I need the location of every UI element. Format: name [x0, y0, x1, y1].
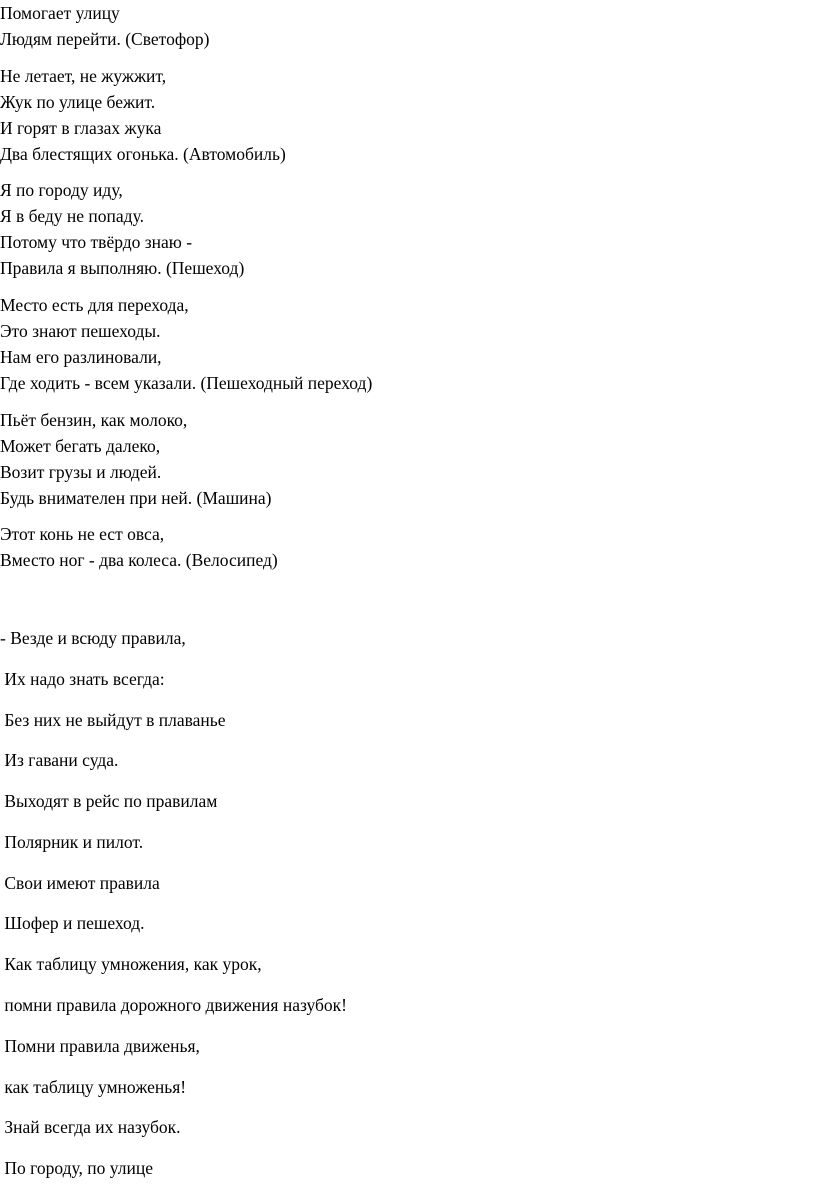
riddle-line: Вместо ног - два колеса. (Велосипед)	[0, 550, 278, 570]
riddle-line: Я по городу иду,	[0, 180, 123, 200]
riddle-line: Место есть для перехода,	[0, 295, 189, 315]
poem-line: Как таблицу умножения, как урок,	[0, 954, 262, 974]
poem-line: Из гавани суда.	[0, 750, 119, 770]
riddle-stanza	[0, 0, 210, 52]
poem-line: Свои имеют правила	[0, 873, 160, 893]
riddle-line: Где ходить - всем указали. (Пешеходный переход)	[0, 373, 373, 393]
poem-line: Шофер и пешеход.	[0, 913, 145, 933]
riddle-stanza	[0, 63, 286, 167]
riddle-line: Я в беду не попаду.	[0, 206, 144, 226]
riddle-stanza	[0, 407, 272, 511]
poem-line: Без них не выйдут в плаванье	[0, 710, 226, 730]
riddle-line: Потому что твёрдо знаю -	[0, 232, 193, 252]
riddle-line: Возит грузы и людей.	[0, 462, 162, 482]
riddle-line: И горят в глазах жука	[0, 118, 162, 138]
riddle-line: Нам его разлиновали,	[0, 347, 162, 367]
poem-line: как таблицу умноженья!	[0, 1077, 187, 1097]
riddle-line: Помогает улицу	[0, 3, 120, 23]
riddle-line: Жук по улице бежит.	[0, 92, 156, 112]
riddle-line: Два блестящих огонька. (Автомобиль)	[0, 144, 286, 164]
poem-line: Помни правила движенья,	[0, 1036, 200, 1056]
poem-line: Их надо знать всегда:	[0, 669, 165, 689]
riddle-stanza	[0, 292, 372, 396]
riddle-line: Пьёт бензин, как молоко,	[0, 410, 188, 430]
poem-line: помни правила дорожного движения назубок!	[0, 995, 348, 1015]
riddle-stanza	[0, 177, 244, 281]
riddle-line: Это знают пешеходы.	[0, 321, 161, 341]
riddle-stanza	[0, 521, 278, 573]
poem-line: По городу, по улице	[0, 1158, 153, 1178]
riddle-line: Этот конь не ест овса,	[0, 524, 165, 544]
riddle-line: Людям перейти. (Светофор)	[0, 29, 210, 49]
poem-line: Знай всегда их назубок.	[0, 1117, 181, 1137]
poem-line: Полярник и пилот.	[0, 832, 144, 852]
poem-line: - Везде и всюду правила,	[0, 628, 186, 648]
riddle-line: Не летает, не жужжит,	[0, 66, 167, 86]
poem-line: Выходят в рейс по правилам	[0, 791, 218, 811]
riddle-line: Может бегать далеко,	[0, 436, 161, 456]
riddle-line: Правила я выполняю. (Пешеход)	[0, 258, 245, 278]
riddle-line: Будь внимателен при ней. (Машина)	[0, 488, 272, 508]
